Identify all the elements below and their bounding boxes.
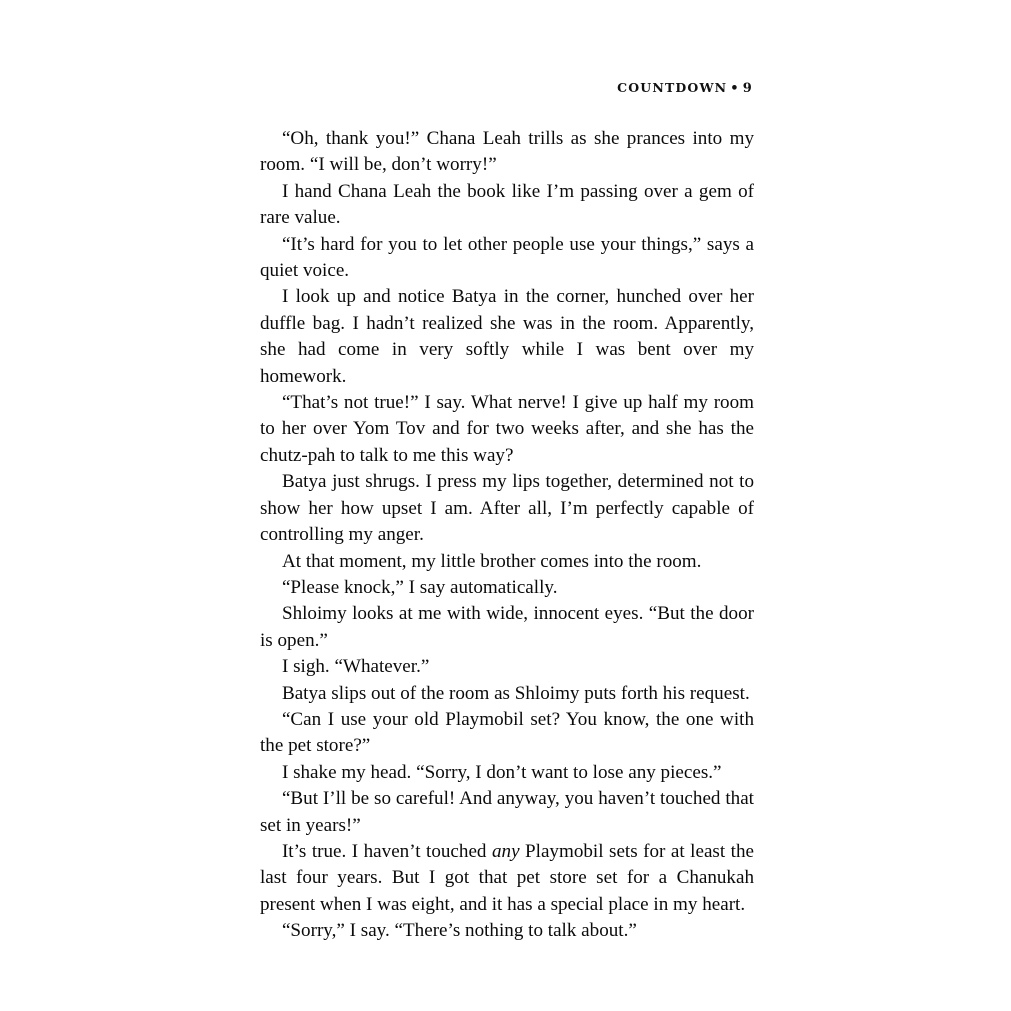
paragraph: “Please knock,” I say automatically. [281,576,558,598]
page-body [260,126,754,945]
paragraph: “That’s not true!” I say. What nerve! I give up half my room to her over Yom Tov and for two weeks after, and she has the chutz-pah to talk to me this way? [260,392,754,466]
paragraph: I look up and notice Batya in the corner, hunched over her duffle bag. I hadn’t realized she was in the room. Apparently, she had come in very softly while I was bent over my homework. [260,286,754,387]
running-head-separator: • [730,81,740,96]
paragraph-with-emphasis [260,839,754,918]
page-number: 9 [742,81,753,96]
paragraph: Batya slips out of the room as Shloimy puts forth his request. [281,682,750,704]
paragraph: I hand Chana Leah the book like I’m passing over a gem of rare value. [260,180,754,229]
running-head-title: COUNTDOWN [617,80,728,95]
paragraph: I sigh. “Whatever.” [281,656,430,678]
running-head [260,80,753,96]
paragraph: “Can I use your old Playmobil set? You know, the one with the pet store?” [260,708,754,757]
paragraph: “Oh, thank you!” Chana Leah trills as she prances into my room. “I will be, don’t worry!” [260,128,754,176]
paragraph: “It’s hard for you to let other people use your things,” says a quiet voice. [260,233,754,282]
paragraph: At that moment, my little brother comes into the room. [281,550,702,572]
paragraph: “But I’ll be so careful! And anyway, you haven’t touched that set in years!” [260,788,754,836]
paragraph: “Sorry,” I say. “There’s nothing to talk about.” [281,920,637,942]
paragraph-text-after: Playmobil sets for at least the last four years. But I got that pet store set for a Chanukah present when I was eight, and it has a special place in my heart. [260,840,754,915]
paragraph: I shake my head. “Sorry, I don’t want to lose any pieces.” [281,761,722,783]
emphasized-word: any [491,840,520,862]
paragraph: Batya just shrugs. I press my lips together, determined not to show her how upset I am. After all, I’m perfectly capable of controlling my anger. [260,471,754,546]
paragraph-text-before: It’s true. I haven’t touched [281,840,492,862]
paragraph: Shloimy looks at me with wide, innocent eyes. “But the door is open.” [260,603,754,651]
